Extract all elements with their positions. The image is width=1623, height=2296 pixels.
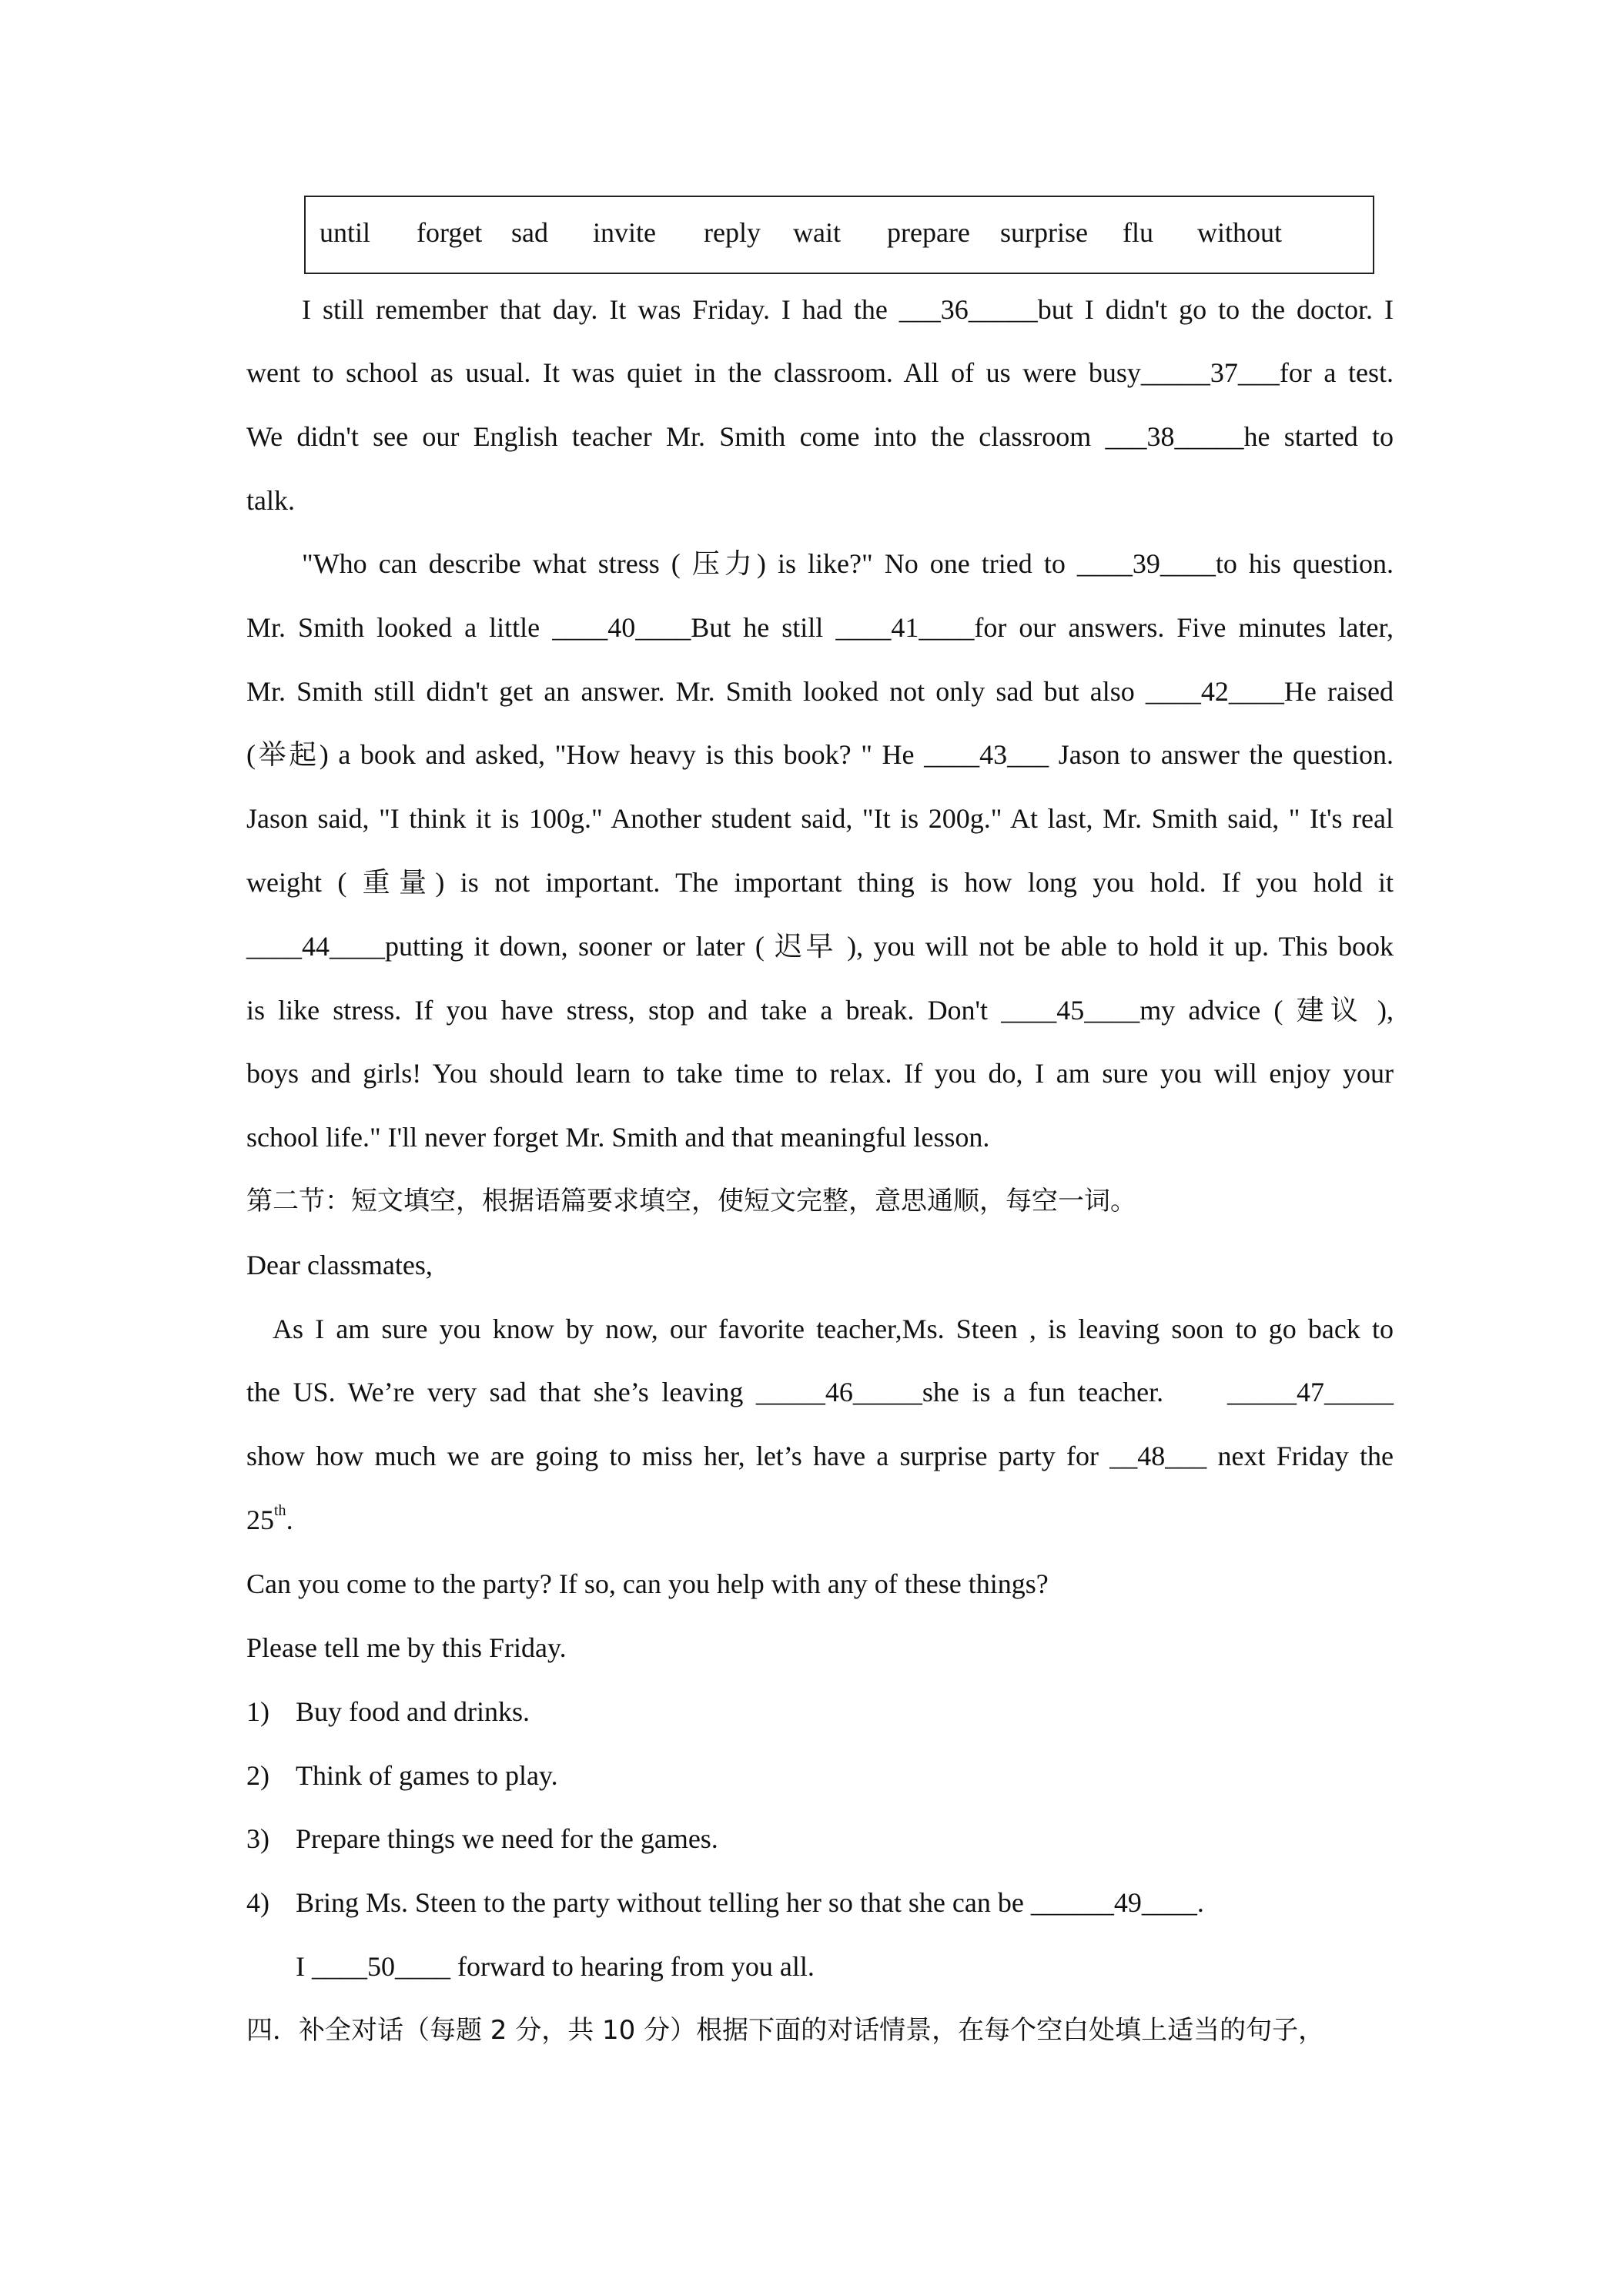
letter-date-line [246, 1501, 1394, 1538]
word-bank-word: sad [511, 217, 548, 248]
passage-line: boys and girls! You should learn to take time to relax. If you do, I am sure you will enjoy your [246, 1058, 1394, 1089]
item-text: Think of games to play. [296, 1760, 558, 1791]
passage-line: school life." I'll never forget Mr. Smith and that meaningful lesson. [246, 1122, 990, 1153]
passage-line: ____44____putting it down, sooner or later ( 迟早 ), you will not be able to hold it up. This book [246, 931, 1394, 962]
word-bank-word: surprise [1000, 217, 1088, 248]
passage-line: is like stress. If you have stress, stop and take a break. Don't ____45____my advice ( 建议 ), [246, 995, 1394, 1026]
date-number: 25 [246, 1504, 274, 1535]
passage-line: Mr. Smith looked a little ____40____But he still ____41____for our answers. Five minutes later, [246, 612, 1394, 643]
item-text: Prepare things we need for the games. [296, 1823, 718, 1854]
item-number: 2) [246, 1760, 269, 1791]
word-bank-word: forget [417, 217, 483, 248]
date-suffix: th [274, 1502, 286, 1519]
item-number: 4) [246, 1887, 269, 1918]
word-bank-word: until [320, 217, 371, 248]
letter-line: show how much we are going to miss her, let’s have a surprise party for __48___ next Friday the [246, 1441, 1394, 1471]
passage-line: talk. [246, 485, 295, 516]
word-bank-word: prepare [887, 217, 970, 248]
passage-line: Jason said, "I think it is 100g." Another student said, "It is 200g." At last, Mr. Smith said, " It's real [246, 803, 1394, 834]
passage-line: weight ( 重量) is not important. The important thing is how long you hold. If you hold it [246, 867, 1394, 898]
letter-line: As I am sure you know by now, our favorite teacher,Ms. Steen , is leaving soon to go back to [273, 1314, 1394, 1344]
word-bank-word: reply [704, 217, 761, 248]
letter-line: Can you come to the party? If so, can you help with any of these things? [246, 1568, 1049, 1599]
item-number: 3) [246, 1823, 269, 1854]
passage-line: We didn't see our English teacher Mr. Smith come into the classroom ___38_____he started to [246, 421, 1394, 452]
word-bank-word: without [1197, 217, 1283, 248]
letter-line: the US. We’re very sad that she’s leaving _____46_____she is a fun teacher. _____47_____ [246, 1377, 1394, 1407]
word-bank-word: wait [793, 217, 841, 248]
passage-line: went to school as usual. It was quiet in the classroom. All of us were busy_____37___for a test. [246, 357, 1394, 388]
word-bank-box [304, 196, 1374, 274]
item-text: Bring Ms. Steen to the party without telling her so that she can be ______49____. [296, 1887, 1204, 1918]
passage-line: (举起) a book and asked, "How heavy is this book? " He ____43___ Jason to answer the question. [246, 739, 1394, 770]
item-text: Buy food and drinks. [296, 1696, 530, 1727]
section-heading: 第二节：短文填空，根据语篇要求填空，使短文完整，意思通顺，每空一词。 [246, 1186, 1136, 1217]
date-period: . [286, 1504, 293, 1535]
passage-line: I still remember that day. It was Friday. I had the ___36_____but I didn't go to the doctor. I [302, 294, 1394, 325]
section-heading: 四．补全对话（每题 2 分，共 10 分）根据下面的对话情景，在每个空白处填上适当的句子， [246, 2015, 1325, 2046]
word-bank-word: flu [1123, 217, 1153, 248]
letter-line: Please tell me by this Friday. [246, 1632, 567, 1663]
item-number: 1) [246, 1696, 269, 1727]
word-bank-word: invite [593, 217, 656, 248]
letter-greeting: Dear classmates, [246, 1250, 433, 1280]
passage-line: "Who can describe what stress ( 压力) is like?" No one tried to ____39____to his question. [302, 548, 1394, 579]
passage-line: Mr. Smith still didn't get an answer. Mr. Smith looked not only sad but also ____42____He raised [246, 676, 1394, 707]
letter-closing: I ____50____ forward to hearing from you all. [296, 1951, 815, 1982]
